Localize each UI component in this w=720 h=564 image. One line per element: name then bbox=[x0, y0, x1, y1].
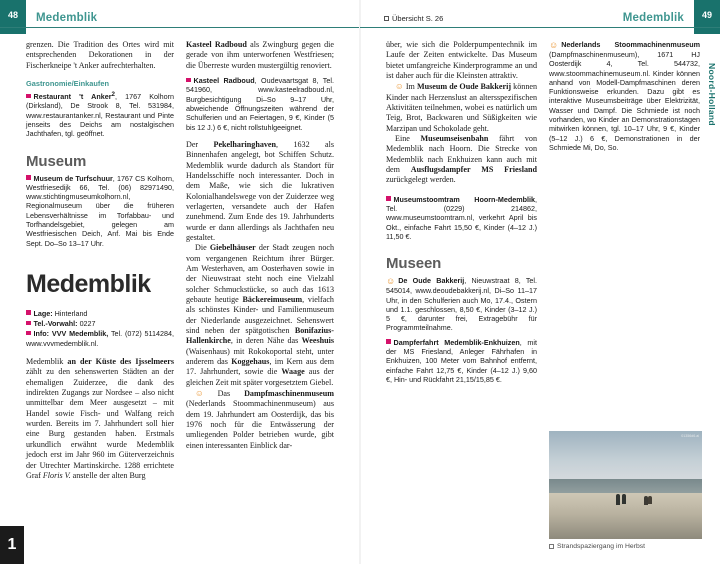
section-heading-museum: Museum bbox=[26, 152, 87, 170]
entry-name: Museumstoomtram Hoorn-Medemblik bbox=[393, 194, 535, 204]
kasteel-rest: als Zwingburg gegen die gerade von ihm unterworfenen Westfriesen; die Überreste wurden mustergültig renoviert. bbox=[186, 40, 335, 70]
p3-bold-5: Koggehaus bbox=[231, 357, 270, 367]
child-friendly-icon: ☺ bbox=[386, 276, 396, 287]
map-reference-number: 2 bbox=[111, 91, 115, 99]
p4-bold: Dampfmaschinenmuseum bbox=[244, 389, 334, 399]
paragraph-museumseisenbahn bbox=[386, 134, 537, 186]
p2-bold: Pekelharinghaven bbox=[213, 139, 277, 149]
photo-sky bbox=[549, 431, 702, 481]
p3-text-1: der Stadt zeugen noch vom vergangenen Reichtum ihrer Bürger. Am Westerhaven, am Oosterhaven sowie in der Nieuwstraat steht noch eine Vielzahl solcher Schmuckstücke, so auch das 1613 gebaute heutige bbox=[186, 243, 335, 304]
square-bullet-icon bbox=[26, 94, 31, 99]
paragraph-polderpumpentechnik: über, wie sich die Polderpumpentechnik im Laufe der Zeiten entwickelte. Das Museum bietet umfangreiche Kinderprogramme an und ist daher auch für die Kleinsten attraktiv. bbox=[386, 40, 537, 81]
running-head-left: Medemblik bbox=[36, 12, 98, 24]
p3-text-6: aus der gleichen Zeit mit später vorgesetztem Giebel. bbox=[186, 367, 334, 387]
p3-bold-6: Waage bbox=[281, 367, 305, 377]
paragraph-oude-bakkerij bbox=[386, 81, 537, 134]
entry-name: Dampferfahrt Medemblik-Enkhuizen bbox=[393, 337, 520, 347]
cross-reference-icon bbox=[384, 16, 389, 21]
photo-figure bbox=[648, 496, 652, 504]
fact-telefon bbox=[26, 319, 174, 328]
subsection-label-gastronomie: Gastronomie/Einkaufen bbox=[26, 79, 109, 89]
column-2 bbox=[186, 40, 334, 550]
p3-bold-4: Weeshuis bbox=[301, 336, 334, 346]
folio-left: 48 bbox=[0, 0, 26, 34]
thumb-index-label: Noord-Holland bbox=[707, 62, 717, 126]
entry-museumstoomtram bbox=[386, 195, 537, 241]
square-bullet-icon bbox=[386, 196, 391, 201]
intro-paragraph bbox=[26, 357, 174, 481]
right-page bbox=[360, 0, 720, 564]
photo-figure bbox=[622, 494, 626, 504]
p2-lead: Im bbox=[405, 82, 417, 92]
left-page-header bbox=[0, 0, 360, 34]
square-bullet-icon bbox=[386, 339, 391, 344]
kasteel-bold: Kasteel Radboud bbox=[186, 40, 247, 49]
square-bullet-icon bbox=[26, 321, 31, 326]
p3-text-5: , im Kern aus dem 17. Jahrhundert, sowie die bbox=[186, 357, 334, 377]
fact-details: Tel. (072) 5114284, www.vvvmedemblik.nl. bbox=[26, 329, 174, 348]
cross-reference-label: Übersicht S. 26 bbox=[392, 14, 444, 23]
header-rule-right bbox=[360, 27, 720, 29]
photo-block bbox=[549, 431, 702, 550]
photo-credit: 01356d6.ai bbox=[681, 434, 699, 438]
caption-text: Strandspaziergang im Herbst bbox=[557, 543, 646, 550]
p4-lead: Das bbox=[217, 389, 245, 399]
entry-kasteel-radboud bbox=[186, 76, 334, 132]
intro-lead: Medemblik bbox=[26, 357, 68, 367]
p4-rest: (Nederlands Stoommachinenmuseum) aus dem 19. Jahrhundert am Oosterdijk, das bis 1976 noch für die Entwässerung der umliegenden Polder betrieben wurde, gibt einen interessanten Einblick dar- bbox=[186, 399, 334, 450]
left-page-columns bbox=[26, 40, 334, 550]
fact-value: Hinterland bbox=[54, 308, 88, 318]
entry-dampferfahrt bbox=[386, 338, 537, 384]
p3-bold-2: Bäckereimuseum bbox=[242, 294, 303, 304]
p2-rest: , 1632 als Binnenhafen angelegt, bot Schiffen Schutz. Medemblik wurde dadurch als Standort für Handelsschiffe noch interessanter. Doch in dem Maße, wie sich die lukrativen Kolonialhandelswege von der Zuiderzee weg verlagerten, versandete auch der Hafen zunehmend. Zum Ende des 19. Jahrhunderts wurde er dann allerdings als Jachthafen neu gestaltet. bbox=[186, 139, 334, 242]
photo-caption bbox=[549, 543, 702, 550]
column-4 bbox=[549, 40, 700, 550]
intro-rest: zählt zu den sehenswerten Städten an der ehemaligen Zuiderzee, die dank des indirekten Zugangs zur Nordsee – also nicht unmittelbar dem Meer ausgesetzt – mit Handel sowie Fisch- und Walfang reich wurden. Bereits im 7. Jahrhundert soll hier eine Burg gestanden haben. Erstmals urkundlich erwähnt wurde Medemblik jedoch erst im Jahr 960 im Güterverzeichnis der Utrechter Martinskirche. 1288 errichtete Graf bbox=[26, 367, 174, 480]
paragraph-continued: grenzen. Die Tradition des Ortes wird mit entsprechenden Dekorationen in der Fischerkneipe 't Anker aufrechterhalten. bbox=[26, 40, 174, 70]
intro-bold: an der Küste des Ijsselmeers bbox=[67, 357, 174, 367]
entry-details: , 1767 Kolhorn (Dirksland), De Strook 8, Tel. 531984, www.restaurantanker.nl, Restaurant und Pinte jenseits des Deichs am nostalgischen Jachthafen, tgl. geöffnet. bbox=[26, 92, 174, 139]
fact-info bbox=[26, 329, 174, 348]
right-page-columns bbox=[386, 40, 700, 550]
paragraph-dampfmaschinenmuseum bbox=[186, 388, 334, 451]
thumb-index-noord-holland bbox=[704, 34, 720, 154]
p3-lead: Die bbox=[195, 243, 210, 253]
p2-bold: Museum de Oude Bakkerij bbox=[416, 82, 512, 92]
p3-text-1: fährt von Medemblik nach Hoorn. Die Strecke von Medemblik nach Enkhuizen kann auch mit dem bbox=[386, 134, 538, 175]
entry-details: , Tel. (0229) 214862, www.museumstoomtram.nl, verkehrt April bis Okt., einfache Fahrt 15,50 €, Kinder (4–12 J.) 11,50 €. bbox=[386, 194, 537, 241]
child-friendly-icon: ☺ bbox=[395, 81, 404, 92]
entry-museum-turfschuur bbox=[26, 174, 174, 248]
square-bullet-icon bbox=[26, 310, 31, 315]
square-bullet-icon bbox=[26, 331, 31, 336]
p3-bold-1: Giebelhäuser bbox=[209, 243, 256, 253]
caption-marker-icon bbox=[549, 544, 554, 549]
paragraph-giebelhaeuser bbox=[186, 243, 334, 388]
p2-lead: Der bbox=[186, 139, 214, 149]
entry-de-oude-bakkerij bbox=[386, 276, 537, 332]
chapter-number-tab: 1 bbox=[0, 526, 24, 564]
p3-text-2: , vielfach als schönstes Kinder- und Familienmuseum der Niederlande ausgezeichnet. Sehenswert sind neben der spätgotischen bbox=[186, 294, 334, 335]
entry-details: , Nieuwstraat 8, Tel. 545014, www.deoudebakkerij.nl, Di–So 11–17 Uhr, in den Schulferien auch Mo, 17.4., Ostern und 1.1. geschlossen, 8,50 €, Kinder (3–12 J.) 5 €, darunter frei, Extragebühr für Programmteilnahme. bbox=[386, 276, 538, 333]
square-bullet-icon bbox=[186, 78, 191, 83]
photo-strandspaziergang bbox=[549, 431, 702, 539]
child-friendly-icon: ☺ bbox=[549, 40, 559, 50]
fact-label: Lage: bbox=[33, 308, 53, 318]
running-head-right: Medemblik bbox=[622, 12, 684, 24]
entry-name: Restaurant 't Anker bbox=[33, 92, 112, 102]
entry-name: De Oude Bakkerij bbox=[398, 276, 465, 286]
p3-bold-3: Bonifazius-Hallenkirche bbox=[186, 326, 334, 346]
column-1 bbox=[26, 40, 174, 550]
entry-restaurant-anker bbox=[26, 90, 174, 138]
intro-tail: anstelle der alten Burg bbox=[70, 470, 146, 480]
p3-lead: Eine bbox=[395, 134, 421, 144]
paragraph-kasteel-intro bbox=[186, 40, 334, 71]
fact-label: Tel.-Vorwahl: bbox=[33, 319, 78, 329]
entry-details: , 1767 CS Kolhorn, Westfriesedijk 66, Tel. (06) 82971490, www.stichtingmuseumkolhorn.nl, Regionalmuseum über die früheren Lebensverhältnisse im Torfabbau- und Torfhandelsgebiet, gelegen am Westfriesischen Deich, Anf. Mai bis Ende Sept. Do–So 13–17 Uhr. bbox=[26, 173, 175, 248]
entry-details: (Dampfmaschinenmuseum), 1671 HJ Oosterdijk 4, Tel. 544732, www.stoommachinemuseum.nl. Kinder können anhand von Modell-Dampfmaschinen deren Funktionsweise erkunden. Dazu gibt es interaktive Museumsbeiträge über Elektrizität, Wasser und Dampf. Die Schmiede ist noch vorhanden, wo Kinder an Demonstrationstagen mitwirken können, tgl. 10–17 Uhr, 9 €, Kinder (5–12 J.) 6 €, Demonstrationen in der Schmiede Mi, Do, So. bbox=[549, 50, 700, 152]
photo-figure bbox=[616, 494, 620, 505]
photo-sea bbox=[549, 479, 702, 494]
fact-value: VVV Medemblik, bbox=[51, 329, 109, 339]
p2-rest: können Kinder nach Herzenslust an altersspezifischen Aktivitäten teilnehmen, wobei es natürlich um Teig, Brot, Backwaren und Süßigkeiten wie Marzipan und Schokolade geht. bbox=[386, 82, 538, 133]
p3-bold-1: Museumseisenbahn bbox=[420, 134, 489, 144]
p3-text-3: , in deren Nähe das bbox=[230, 336, 302, 346]
child-friendly-icon: ☺ bbox=[195, 388, 204, 399]
folio-right: 49 bbox=[694, 0, 720, 34]
column-3 bbox=[386, 40, 537, 550]
entry-name: Nederlands Stoommachinenmuseum bbox=[561, 40, 700, 49]
place-title-medemblik: Medemblik bbox=[26, 269, 151, 298]
intro-italic-name: Floris V. bbox=[42, 470, 71, 480]
fact-value: 0227 bbox=[79, 319, 96, 329]
p3-bold-2: Ausflugsdampfer MS Friesland bbox=[410, 165, 537, 175]
p3-text-2: zurückgelegt werden. bbox=[386, 175, 456, 185]
square-bullet-icon bbox=[26, 175, 31, 180]
entry-name: Museum de Turfschuur bbox=[33, 173, 113, 183]
section-heading-museen: Museen bbox=[386, 255, 442, 273]
fact-lage bbox=[26, 309, 174, 318]
entry-stoommachinenmuseum bbox=[549, 40, 700, 152]
paragraph-pekelharinghaven bbox=[186, 140, 334, 243]
entry-details: , Oudevaartsgat 8, Tel. 541960, www.kasteelradboud.nl, Burgbesichtigung Di–So 9–17 Uhr, abweichende Öffnungszeiten während der Schulferien und an Feiertagen, 9 €, Kinder (5 bis 12 J.) 6 €, nicht rollstuhlgeeignet. bbox=[186, 76, 334, 132]
p3-text-4: (Waisenhaus) mit Rokokoportal steht, unter anderem das bbox=[186, 346, 334, 367]
header-rule-left bbox=[0, 27, 360, 29]
fact-label: Info: bbox=[33, 329, 50, 339]
right-page-header bbox=[360, 0, 720, 34]
cross-reference[interactable] bbox=[384, 14, 443, 23]
entry-details: , mit der MS Friesland, Anleger Fährhafen in Enkhuizen, 100 Meter vom Bahnhof entfernt, einfache Fahrt 12,75 €, Kinder (4–12 J.) 9,60 €, Hin- und Rückfahrt 21,15/15,85 €. bbox=[386, 337, 537, 384]
entry-name: Kasteel Radboud bbox=[193, 76, 255, 86]
